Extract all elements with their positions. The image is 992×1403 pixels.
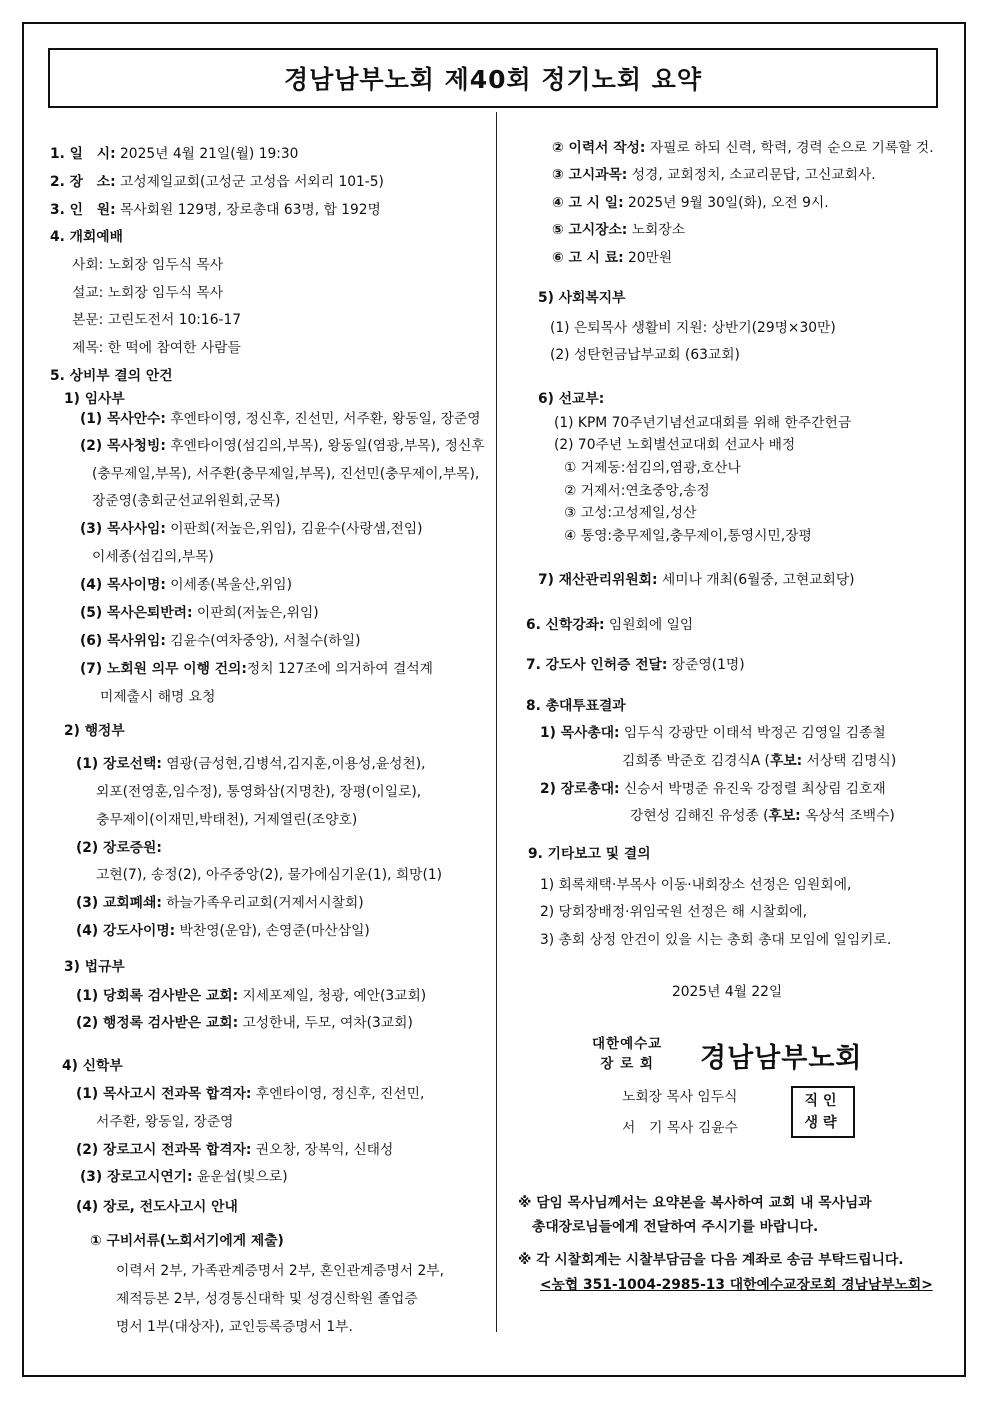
line-label: ③ 고시과목: (552, 167, 628, 183)
right-line-29 (622, 1119, 738, 1137)
right-line-10 (554, 436, 795, 454)
line-label: 2) 행정부 (64, 723, 125, 739)
left-line-4 (72, 256, 223, 274)
line-text: 1) 회록채택·부목사 이동·내회장소 선정은 임원회에, (540, 877, 852, 893)
line-text: ④ 통영:충무제일,충무제이,통영시민,장평 (564, 528, 812, 544)
line-text: 성경, 교회정치, 소교리문답, 고신교회사. (627, 167, 876, 183)
right-line-12 (564, 482, 710, 500)
left-line-26 (96, 866, 442, 884)
left-line-22 (76, 755, 426, 773)
left-line-16 (80, 576, 292, 594)
line-candidate-text: 서상택 김명식) (802, 753, 897, 769)
line-text: 서 기 목사 김윤수 (622, 1120, 738, 1136)
line-text: 충무제이(이재민,박태천), 거제열린(조양호) (96, 812, 358, 828)
line-text: 20만원 (623, 250, 673, 266)
left-line-25 (76, 839, 162, 857)
line-text: 장준영(총회군선교위원회,군목) (92, 493, 281, 509)
line-text: 설교: 노회장 임두식 목사 (72, 285, 224, 301)
line-text: 이판희(저높은,위임) (192, 605, 319, 621)
right-line-5 (538, 289, 625, 307)
line-text: (1) 은퇴목사 생활비 지원: 상반기(29명×30만) (550, 320, 836, 336)
line-label: ※ 담임 목사님께서는 요약본을 복사하여 교회 내 목사님과 (518, 1195, 872, 1211)
line-text: 임두식 강광만 이태석 박정곤 김영일 김종철 (619, 725, 886, 741)
line-text: 자필로 하되 신력, 학력, 경력 순으로 기록할 것. (645, 140, 934, 156)
right-line-31 (532, 1218, 818, 1236)
line-candidate-text: 옥상석 조백수) (800, 808, 895, 824)
left-line-32 (62, 1057, 123, 1075)
line-label: 3) 법규부 (64, 959, 125, 975)
right-line-17 (526, 656, 745, 674)
line-candidate-label: 후보: (768, 808, 801, 824)
left-line-31 (76, 1014, 413, 1032)
left-line-28 (76, 922, 370, 940)
right-line-9 (554, 414, 851, 432)
right-line-8 (538, 390, 604, 408)
line-text: 세미나 개최(6월중, 고현교회당) (657, 572, 855, 588)
right-line-13 (564, 504, 696, 522)
right-line-4 (552, 249, 672, 267)
line-label: 7) 재산관리위원회: (538, 572, 658, 588)
right-line-32 (518, 1251, 903, 1269)
line-text: 고현(7), 송정(2), 아주중앙(2), 물가에심기운(1), 희망(1) (96, 867, 443, 883)
left-line-36 (80, 1168, 288, 1186)
line-label: (5) 목사은퇴반려: (80, 605, 193, 621)
line-label: 6) 선교부: (538, 391, 605, 407)
line-text: 윤운섭(빛으로) (192, 1169, 288, 1185)
line-text: 2025년 9월 30일(화), 오전 9시. (623, 195, 829, 211)
right-line-1 (552, 166, 876, 184)
left-line-2 (50, 201, 381, 219)
line-label: (6) 목사위임: (80, 633, 166, 649)
line-text: (2) 70주년 노회별선교대회 선교사 배정 (554, 437, 796, 453)
left-line-24 (96, 811, 357, 829)
line-text: 후엔타이영, 정신후, 진선민, 서주환, 왕동일, 장준영 (165, 411, 481, 427)
left-line-35 (76, 1141, 393, 1159)
org-denomination (592, 1034, 662, 1074)
right-line-11 (564, 459, 741, 477)
column-divider (496, 112, 497, 1332)
line-text: 하늘가족우리교회(거제서시찰회) (161, 895, 364, 911)
line-text: 노회장 목사 임두식 (622, 1089, 738, 1105)
left-line-10 (80, 410, 481, 428)
line-label: 1) 임사부 (64, 391, 125, 407)
line-text: 미제출시 해명 요청 (100, 689, 216, 705)
line-label: (3) 장로고시연기: (80, 1169, 193, 1185)
line-label: (7) 노회원 의무 이행 건의: (80, 661, 247, 677)
line-label: <농협 351-1004-2985-13 대한예수교장로회 경남남부노회> (540, 1277, 933, 1293)
line-label: 5. 상비부 결의 안건 (50, 368, 173, 384)
line-label: 1) 목사총대: (540, 725, 620, 741)
line-text: 이판희(저높은,위임), 김윤수(사랑샘,전임) (165, 521, 423, 537)
line-text: 2025년 4월 22일 (672, 984, 783, 1000)
line-label: ※ 각 시찰회계는 시찰부담금을 다음 계좌로 송금 부탁드립니다. (518, 1252, 904, 1268)
line-label: (2) 행정록 검사받은 교회: (76, 1015, 239, 1031)
line-text: (2) 성탄헌금납부교회 (63교회) (550, 347, 740, 363)
line-text: 장준영(1명) (667, 657, 745, 673)
right-line-28 (622, 1088, 737, 1106)
line-text: 이세종(섬김의,부목) (92, 549, 214, 565)
line-text: 김희종 박준호 김경식A ( (622, 753, 770, 769)
right-line-20 (622, 752, 896, 770)
line-text: 고성제일교회(고성군 고성읍 서외리 101-5) (115, 174, 384, 190)
line-label: 4) 신학부 (62, 1058, 123, 1074)
left-line-19 (80, 660, 433, 678)
line-label: (4) 장로, 전도사고시 안내 (76, 1199, 238, 1215)
line-text: 지세포제일, 청광, 예안(3교회) (238, 988, 427, 1004)
line-text: ③ 고성:고성제일,성산 (564, 505, 697, 521)
line-text: 이력서 2부, 가족관계증명서 2부, 혼인관계증명서 2부, (116, 1263, 444, 1279)
left-line-30 (76, 987, 426, 1005)
line-label: 1. 일 시: (50, 146, 116, 162)
left-line-21 (64, 722, 125, 740)
left-line-1 (50, 173, 384, 191)
line-label: (1) 목사고시 전과목 합격자: (76, 1086, 252, 1102)
left-line-34 (96, 1113, 234, 1131)
line-text: 염광(금성현,김병석,김지훈,이용성,윤성천), (161, 756, 426, 772)
seal-line-1: 직인 (804, 1093, 842, 1109)
line-text: 3) 총회 상정 안건이 있을 시는 총회 총대 모임에 일임키로. (540, 932, 892, 948)
right-line-26 (540, 931, 891, 949)
left-line-5 (72, 284, 223, 302)
right-line-6 (550, 319, 836, 337)
line-text: 박찬영(운암), 손영준(마산삼일) (175, 923, 370, 939)
line-label: (2) 장로고시 전과목 합격자: (76, 1142, 252, 1158)
line-label: 8. 총대투표결과 (526, 698, 626, 714)
line-candidate-label: 후보: (769, 753, 803, 769)
left-line-37 (76, 1198, 238, 1216)
left-line-33 (76, 1085, 424, 1103)
left-line-38 (90, 1232, 284, 1250)
right-line-22 (630, 807, 895, 825)
line-label: (1) 당회록 검사받은 교회: (76, 988, 239, 1004)
left-line-20 (100, 688, 215, 706)
line-text: 사회: 노회장 임두식 목사 (72, 257, 224, 273)
right-line-7 (550, 346, 740, 364)
line-text: 본문: 고린도전서 10:16-17 (72, 312, 242, 328)
left-line-0 (50, 145, 298, 163)
line-text: 목사회원 129명, 장로총대 63명, 합 192명 (115, 202, 381, 218)
line-label: 6. 신학강좌: (526, 617, 605, 633)
line-label: ① 구비서류(노회서기에게 제출) (90, 1233, 284, 1249)
right-line-30 (518, 1194, 872, 1212)
left-line-9 (64, 390, 125, 408)
line-text: 2025년 4월 21일(월) 19:30 (115, 146, 299, 162)
left-line-14 (80, 520, 423, 538)
line-text: ① 거제동:섬김의,염광,호산나 (564, 460, 741, 476)
left-line-39 (116, 1262, 444, 1280)
left-line-3 (50, 228, 123, 246)
left-line-11 (80, 437, 485, 455)
line-label: (1) 목사안수: (80, 411, 166, 427)
line-text: 서주환, 왕동일, 장준영 (96, 1114, 234, 1130)
line-text: 이세종(복울산,위임) (165, 577, 293, 593)
right-line-16 (526, 616, 693, 634)
right-line-23 (528, 845, 651, 863)
right-line-3 (552, 221, 685, 239)
left-line-27 (76, 894, 364, 912)
org-line-2: 장 로 회 (600, 1056, 654, 1072)
line-label: ④ 고 시 일: (552, 195, 624, 211)
line-label: (2) 장로증원: (76, 840, 162, 856)
line-label: 5) 사회복지부 (538, 290, 626, 306)
line-text: 정치 127조에 의거하여 결석계 (246, 661, 434, 677)
line-text: 외포(전영훈,임수정), 통영화삼(지명찬), 장평(이일로), (96, 784, 422, 800)
right-line-18 (526, 697, 626, 715)
left-line-12 (92, 465, 479, 483)
left-line-29 (64, 958, 125, 976)
line-text: 김윤수(여차중앙), 서철수(하일) (165, 633, 361, 649)
right-line-15 (538, 571, 855, 589)
line-text: 강현성 김해진 유성종 ( (630, 808, 769, 824)
line-text: 노회장소 (627, 222, 686, 238)
line-label: 3. 인 원: (50, 202, 116, 218)
line-text: 후엔타이영(섬김의,부목), 왕동일(염광,부목), 정신후 (165, 438, 485, 454)
line-label: ⑤ 고시장소: (552, 222, 628, 238)
left-line-8 (50, 367, 173, 385)
line-text: (1) KPM 70주년기념선교대회를 위해 한주간헌금 (554, 415, 852, 431)
org-line-1: 대한예수교 (592, 1036, 663, 1052)
left-line-41 (116, 1318, 353, 1336)
right-line-19 (540, 724, 886, 742)
left-line-23 (96, 783, 421, 801)
line-text: 제목: 한 떡에 참여한 사람들 (72, 340, 241, 356)
line-text: 2) 당회장배정·위임국원 선정은 해 시찰회에, (540, 904, 808, 920)
line-label: 7. 강도사 인허증 전달: (526, 657, 668, 673)
right-line-25 (540, 903, 807, 921)
line-text: (충무제일,부목), 서주환(충무제일,부목), 진선민(충무제이,부목), (92, 466, 480, 482)
document-title: 경남남부노회 제40회 정기노회 요약 (48, 48, 938, 108)
line-label: (4) 목사이명: (80, 577, 166, 593)
line-text: ② 거제서:연초중앙,송정 (564, 483, 710, 499)
right-line-24 (540, 876, 851, 894)
line-label: ② 이력서 작성: (552, 140, 646, 156)
right-line-2 (552, 194, 829, 212)
line-label: (4) 강도사이명: (76, 923, 176, 939)
right-line-27 (672, 983, 782, 1001)
right-line-33 (540, 1276, 933, 1294)
line-label: 9. 기타보고 및 결의 (528, 846, 651, 862)
line-text: 권오창, 장복익, 신태성 (251, 1142, 394, 1158)
left-line-6 (72, 311, 241, 329)
line-text: 명서 1부(대상자), 교인등록증명서 1부. (116, 1319, 353, 1335)
left-line-7 (72, 339, 241, 357)
line-label: (3) 교회폐쇄: (76, 895, 162, 911)
left-line-40 (116, 1290, 418, 1308)
line-label: 2. 장 소: (50, 174, 116, 190)
line-text: 신승서 박명준 유진욱 강정렬 최상림 김호재 (619, 781, 886, 797)
left-line-18 (80, 632, 360, 650)
line-label: 총대장로님들에게 전달하여 주시기를 바랍니다. (532, 1219, 819, 1235)
line-text: 제적등본 2부, 성경통신대학 및 성경신학원 졸업증 (116, 1291, 418, 1307)
right-line-0 (552, 139, 934, 157)
seal-line-2: 생략 (804, 1115, 842, 1131)
line-label: (2) 목사청빙: (80, 438, 166, 454)
left-line-13 (92, 492, 280, 510)
line-text: 임원회에 일임 (604, 617, 694, 633)
right-line-14 (564, 527, 812, 545)
right-line-21 (540, 780, 886, 798)
org-name: 경남남부노회 (700, 1043, 863, 1074)
line-text: 고성한내, 두모, 여차(3교회) (238, 1015, 413, 1031)
left-line-17 (80, 604, 319, 622)
line-text: 후엔타이영, 정신후, 진선민, (251, 1086, 425, 1102)
line-label: ⑥ 고 시 료: (552, 250, 624, 266)
line-label: 2) 장로총대: (540, 781, 620, 797)
line-label: (1) 장로선택: (76, 756, 162, 772)
official-seal-stamp (791, 1086, 855, 1138)
line-label: 4. 개회예배 (50, 229, 123, 245)
left-line-15 (92, 548, 214, 566)
line-label: (3) 목사사임: (80, 521, 166, 537)
